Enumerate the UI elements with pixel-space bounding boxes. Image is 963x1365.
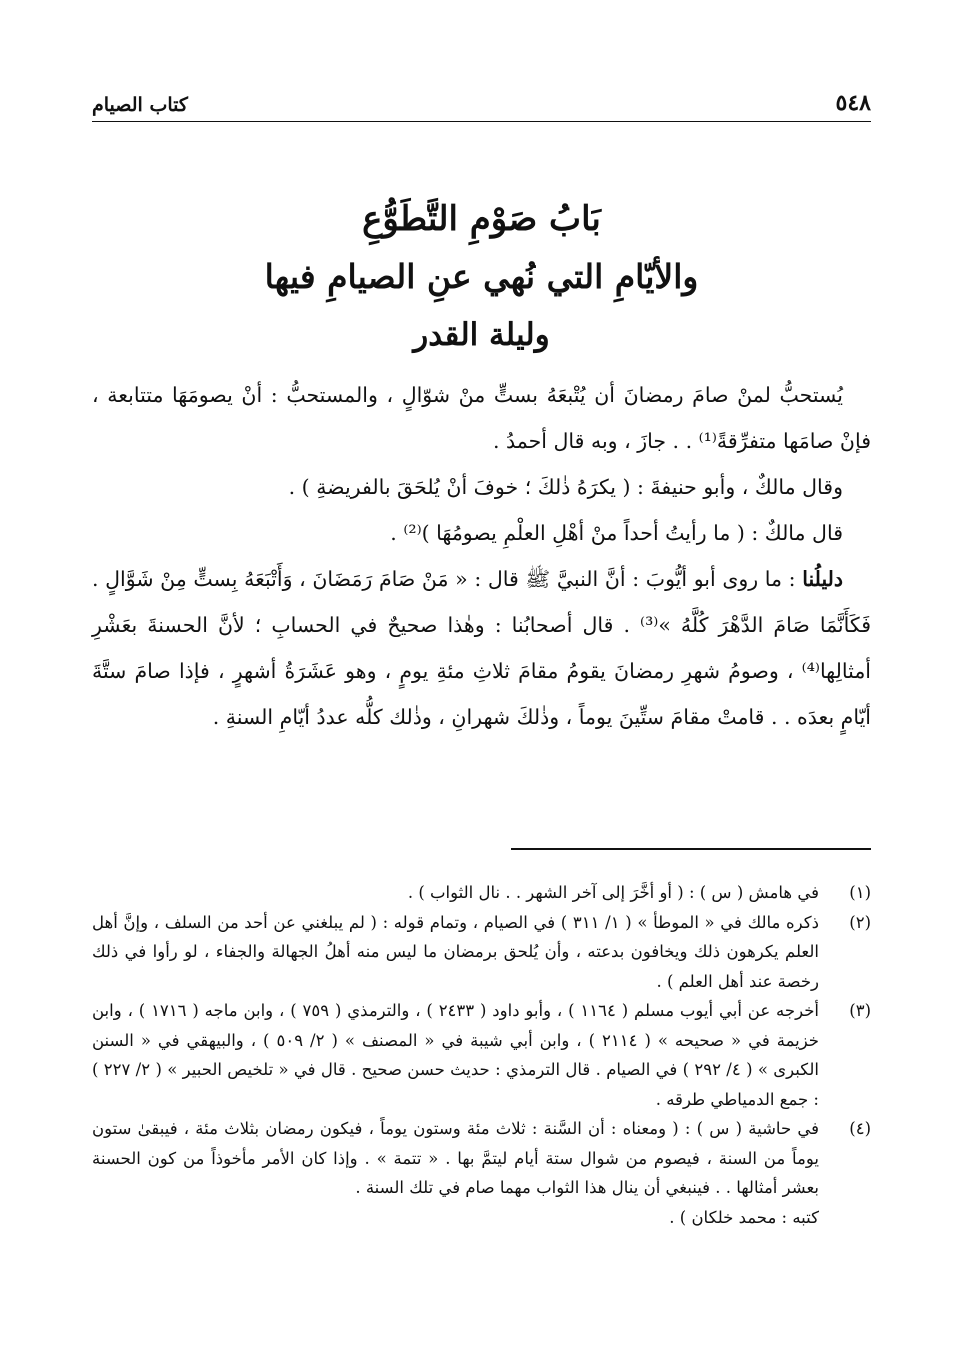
paragraph-4	[92, 556, 871, 740]
footnote-number: (٤)	[849, 1119, 871, 1138]
page-number: ٥٤٨	[835, 90, 871, 116]
footnotes	[92, 878, 871, 1232]
paragraph-1: يُستحبُّ لمنْ صامَ رمضانَ أن يُتْبعَهُ بستٍّ منْ شوّالٍ ، والمستحبُّ : أنْ يصومَهَا متتابعة ، فإنْ صامَها متفرِّقةً⁽¹⁾ . . جازَ ، وبه قال أحمدُ .	[92, 383, 871, 453]
paragraph-4-lead: دليلُنا	[802, 567, 843, 591]
paragraph-3: قال مالكٌ : ( ما رأيتُ أحداً منْ أهْلِ العلْمِ يصومُهَا )⁽²⁾ .	[390, 521, 843, 545]
footnote-text: أخرجه عن أبي أيوب مسلم ( ١١٦٤ ) ، وأبو داود ( ٢٤٣٣ ) ، والترمذي ( ٧٥٩ ) ، وابن ماجه ( ١٧١٦ ) ، وابن خزيمة في « صحيحه » ( ٢١١٤ ) ، وابن أبي شيبة في « المصنف » ( ٢/ ٥٠٩ ) ، والبيهقي في « السنن الكبرى » ( ٤/ ٢٩٢ ) في الصيام . قال الترمذي : حديث حسن صحيح . قال في « تلخيص الحبير » ( ٢/ ٢٢٧ ) : جمع الدمياطي طرقه .	[92, 1001, 819, 1109]
footnote-number: (١)	[849, 883, 871, 902]
chapter-title-line-2: والأيّامِ التي نُهي عنِ الصيامِ فيها	[264, 257, 699, 296]
chapter-title-line-1: بَابُ صَوْمِ التَّطَوُّعِ	[362, 199, 601, 239]
footnote-number: (٣)	[849, 1001, 871, 1020]
paragraph-4-text: : ما روى أبو أيُّوبَ : أنَّ النبيَّ ﷺ قال : « مَنْ صَامَ رَمَضَانَ ، وَأَتْبَعَهُ بِستٍّ مِنْ شَوَّالٍ . فَكَأَنَّمَا صَامَ الدَّهْرَ كُلَّهُ »⁽³⁾ . قال أصحابُنا : وهٰذا صحيحٌ في الحسابِ ؛ لأنَّ الحسنةَ بعَشْرِ أمثالِها⁽⁴⁾ ، وصومُ شهرِ رمضانَ يقومُ مقامَ ثلاثِ مئةِ يومٍ ، وهو عَشَرَةُ أشهرٍ ، فإذا صامَ ستَّةَ أيّامٍ بعدَه . . قامتْ مقامَ ستِّينَ يوماً ، وذٰلكَ شهرانِ ، وذٰلك كلُّه عددُ أيّامِ السنةِ .	[92, 567, 871, 729]
header-rule	[92, 121, 871, 122]
footnote-2	[92, 908, 871, 997]
footnote-3	[92, 996, 871, 1114]
chapter-title-line-3: وليلة القدر	[413, 317, 550, 353]
running-header	[92, 86, 871, 116]
footnote-text: في هامش ( س ) : ( أو أخَّرَ إلى آخر الشهر . . نال الثواب ) .	[407, 883, 819, 902]
paragraph-2: وقال مالكٌ ، وأبو حنيفةَ : ( يكرَهُ ذٰلكَ ؛ خوفَ أنْ يُلحَقَ بالفريضةِ ) .	[288, 475, 843, 499]
footnote-text: في حاشية ( س ) : ( ومعناه : أن السَّنة : ثلاث مئة وستون يوماً ، فيكون رمضان بثلاث مئة ، فيبقىٰ ستون يوماً من السنة ، فيصوم من شوال ستة أيام ليتمَّ بها . « تتمة » . وإذا كان الأمر مأخوذاً من كون الحسنة بعشر أمثالها . . فينبغي أن ينال هذا الثواب مهما صام في تلك السنة .	[92, 1119, 819, 1197]
main-text	[92, 372, 871, 740]
running-head-title: كتاب الصيام	[92, 94, 188, 116]
footnote-text: ذكره مالك في « الموطأ » ( ١/ ٣١١ ) في الصيام ، وتمام قوله : ( لم يبلغني عن أحد من السلف ، وإنَّ أهل العلم يكرهون ذلك ويخافون بدعته ، وأن يُلحق برمضان ما ليس منه أهلُ الجهالة والجفاء ، لو رأوا في ذلك رخصة عند أهل العلم ) .	[92, 912, 819, 991]
footnote-4	[92, 1114, 871, 1203]
footnote-signature: كتبه : محمد خلكان ) .	[669, 1207, 819, 1227]
chapter-heading	[92, 190, 871, 364]
footnote-number: (٢)	[849, 912, 871, 932]
footnote-1	[92, 878, 871, 908]
footnote-rule	[511, 848, 871, 850]
